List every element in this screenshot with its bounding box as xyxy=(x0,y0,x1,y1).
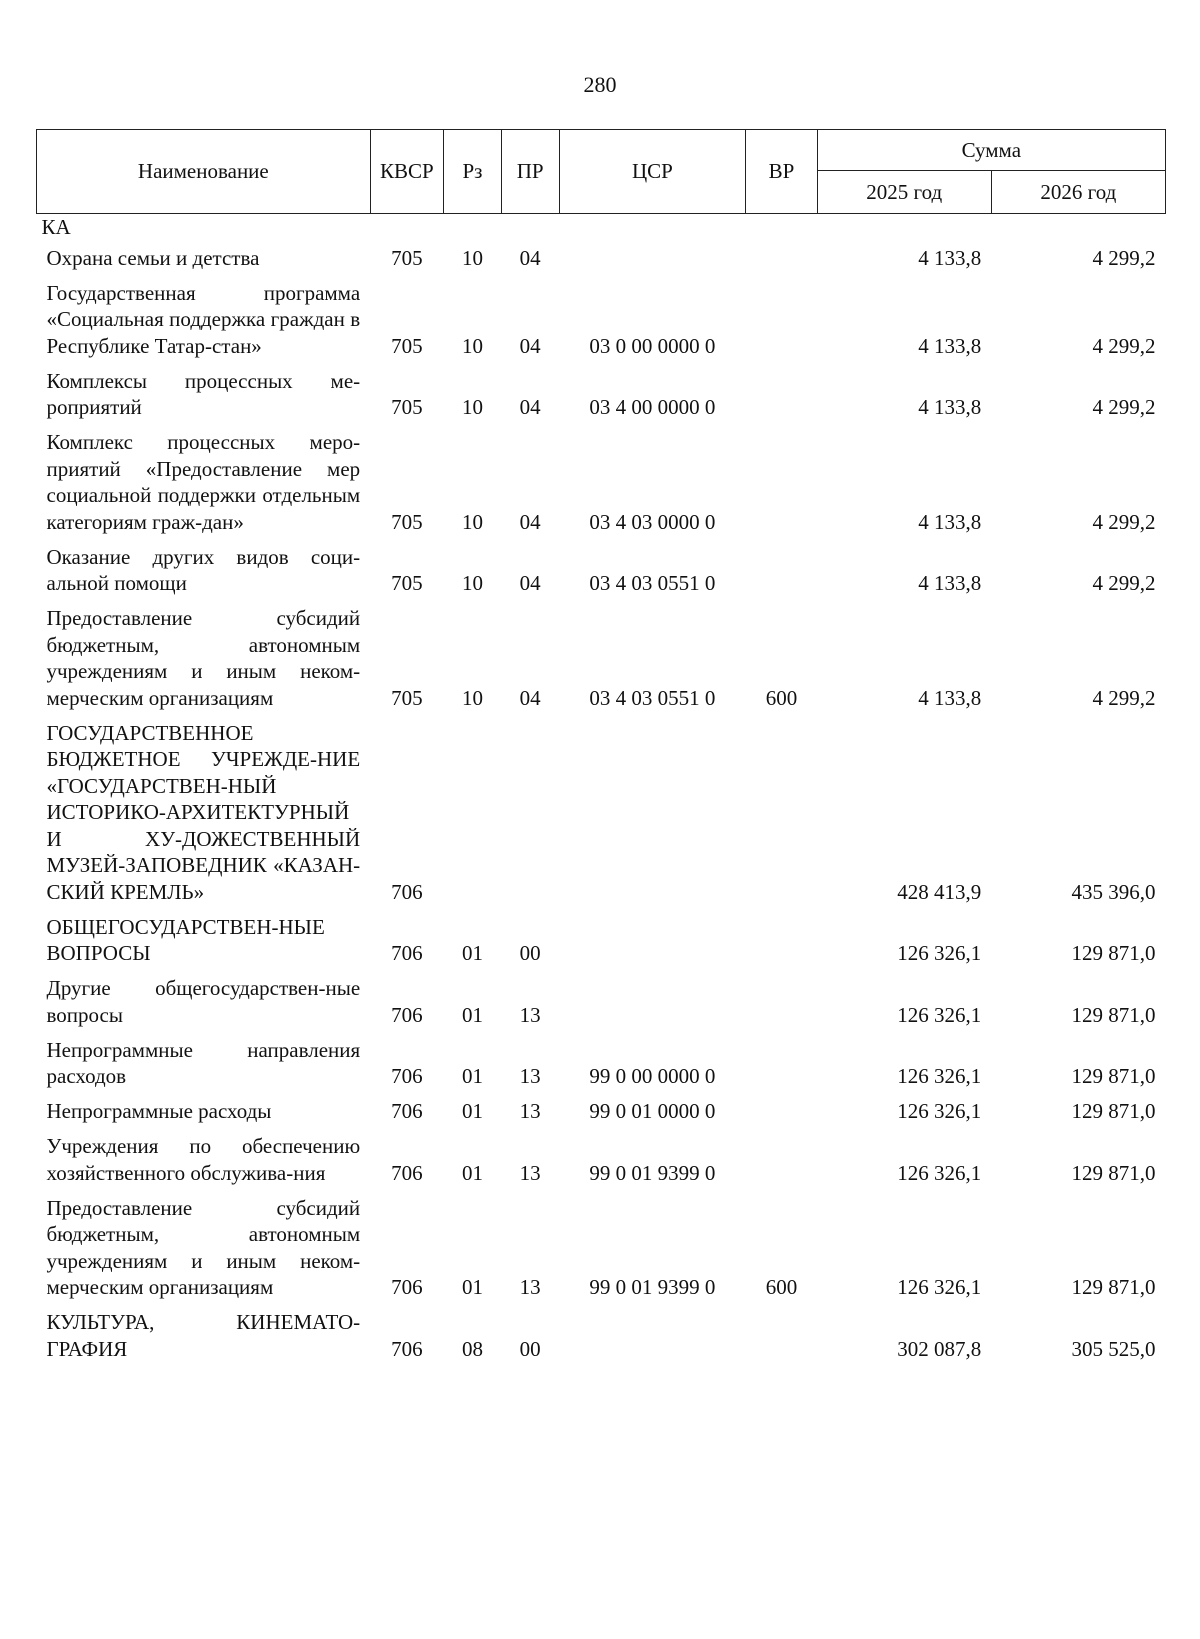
row-name: Предоставление субсидий бюджетным, автономным учреждениям и иным неком-мерческим организациям xyxy=(46,1195,361,1299)
row-kvsr xyxy=(370,214,443,241)
header-vr: ВР xyxy=(746,130,817,214)
row-rz xyxy=(444,214,502,241)
header-name: Наименование xyxy=(37,130,371,214)
row-pr: 13 xyxy=(519,1064,541,1088)
table-row xyxy=(37,539,1166,601)
row-vr xyxy=(746,275,817,363)
row-csr: 03 4 03 0551 0 xyxy=(589,685,716,710)
row-rz: 10 xyxy=(461,685,483,710)
row-csr xyxy=(559,214,746,241)
header-rz: Рз xyxy=(444,130,502,214)
row-pr: 04 xyxy=(519,245,541,270)
row-pr xyxy=(501,715,559,909)
row-csr: 99 0 01 9399 0 xyxy=(589,1275,716,1299)
table-row xyxy=(37,601,1166,716)
row-kvsr: 706 xyxy=(391,1160,423,1185)
table-row xyxy=(37,214,1166,241)
row-csr xyxy=(559,1305,746,1367)
row-vr xyxy=(746,1305,817,1367)
page-number: 280 xyxy=(583,72,617,97)
row-sum-2025: 126 326,1 xyxy=(897,1064,982,1088)
row-sum-2025: 126 326,1 xyxy=(897,941,982,965)
row-name: Оказание других видов соци-альной помощи xyxy=(46,544,361,595)
header-pr: ПР xyxy=(501,130,559,214)
row-csr xyxy=(559,971,746,1033)
row-rz: 10 xyxy=(461,245,483,270)
row-kvsr: 705 xyxy=(391,333,423,358)
row-pr: 00 xyxy=(519,1336,541,1361)
row-sum-2025: 428 413,9 xyxy=(897,879,982,904)
header-year-2025: 2025 год xyxy=(817,171,991,214)
header-csr: ЦСР xyxy=(559,130,746,214)
row-rz: 08 xyxy=(461,1336,483,1361)
row-pr: 13 xyxy=(519,1160,541,1185)
table-row xyxy=(37,1190,1166,1305)
table-row xyxy=(37,1094,1166,1129)
row-name: Комплексы процессных ме-роприятий xyxy=(46,368,361,419)
row-sum-2025: 4 133,8 xyxy=(918,333,982,358)
row-csr: 99 0 00 0000 0 xyxy=(589,1064,716,1088)
row-sum-2026: 129 871,0 xyxy=(1071,1099,1156,1123)
row-sum-2026: 4 299,2 xyxy=(1092,571,1156,595)
row-rz: 01 xyxy=(461,1275,483,1299)
row-sum-2025: 4 133,8 xyxy=(918,509,982,534)
row-rz: 10 xyxy=(461,509,483,534)
row-name: Непрограммные направления расходов xyxy=(46,1037,361,1088)
row-sum-2025: 4 133,8 xyxy=(918,395,982,419)
table-body xyxy=(37,214,1166,1367)
row-sum-2025 xyxy=(817,214,991,241)
row-sum-2026: 129 871,0 xyxy=(1071,1064,1156,1088)
row-pr: 04 xyxy=(519,509,541,534)
row-csr: 99 0 01 0000 0 xyxy=(589,1099,716,1123)
row-name: Непрограммные расходы xyxy=(46,1099,272,1123)
row-rz: 01 xyxy=(461,1002,483,1027)
row-sum-2026: 129 871,0 xyxy=(1071,1160,1156,1185)
row-kvsr: 705 xyxy=(391,245,423,270)
row-vr xyxy=(746,909,817,971)
row-rz: 10 xyxy=(461,333,483,358)
row-name: ГОСУДАРСТВЕННОЕ БЮДЖЕТНОЕ УЧРЕЖДЕ-НИЕ «ГОСУДАРСТВЕН-НЫЙ ИСТОРИКО-АРХИТЕКТУРНЫЙ И ХУ-ДОЖЕСТВЕННЫЙ МУЗЕЙ-ЗАПОВЕДНИК «КАЗАН-СКИЙ КРЕМЛЬ» xyxy=(46,720,361,904)
row-sum-2026: 4 299,2 xyxy=(1092,509,1156,534)
table-header xyxy=(37,130,1166,214)
row-kvsr: 705 xyxy=(391,571,423,595)
row-sum-2026: 4 299,2 xyxy=(1092,685,1156,710)
row-sum-2025: 126 326,1 xyxy=(897,1099,982,1123)
row-sum-2025: 302 087,8 xyxy=(897,1336,982,1361)
table-row xyxy=(37,1032,1166,1094)
row-csr: 03 4 03 0551 0 xyxy=(589,571,716,595)
row-pr: 04 xyxy=(519,395,541,419)
row-sum-2025: 126 326,1 xyxy=(897,1160,982,1185)
table-row xyxy=(37,275,1166,363)
row-vr xyxy=(746,214,817,241)
row-vr xyxy=(746,971,817,1033)
table-row xyxy=(37,241,1166,276)
row-vr xyxy=(746,715,817,909)
header-sum: Сумма xyxy=(817,130,1165,171)
row-vr xyxy=(746,241,817,276)
row-pr: 04 xyxy=(519,685,541,710)
row-sum-2025: 4 133,8 xyxy=(918,685,982,710)
row-kvsr: 706 xyxy=(391,1002,423,1027)
row-name: КА xyxy=(41,215,71,239)
header-year-2026: 2026 год xyxy=(991,171,1165,214)
row-vr xyxy=(746,539,817,601)
row-csr xyxy=(559,909,746,971)
row-rz: 01 xyxy=(461,1099,483,1123)
row-csr: 03 4 03 0000 0 xyxy=(589,509,716,534)
table-row xyxy=(37,1129,1166,1191)
budget-table xyxy=(36,129,1166,1366)
row-kvsr: 705 xyxy=(391,395,423,419)
row-sum-2026: 305 525,0 xyxy=(1071,1336,1156,1361)
row-sum-2025: 4 133,8 xyxy=(918,245,982,270)
row-name: Учреждения по обеспечению хозяйственного обслужива-ния xyxy=(46,1134,361,1185)
header-kvsr: КВСР xyxy=(370,130,443,214)
row-name: Предоставление субсидий бюджетным, автономным учреждениям и иным неком-мерческим организациям xyxy=(46,606,361,710)
table-row xyxy=(37,909,1166,971)
row-kvsr: 706 xyxy=(391,879,423,904)
row-kvsr: 706 xyxy=(391,1099,423,1123)
row-pr: 04 xyxy=(519,333,541,358)
row-vr: 600 xyxy=(765,1275,798,1299)
table-row xyxy=(37,363,1166,425)
row-kvsr: 705 xyxy=(391,685,423,710)
row-rz: 01 xyxy=(461,1064,483,1088)
row-csr: 99 0 01 9399 0 xyxy=(589,1160,716,1185)
row-sum-2026 xyxy=(991,214,1165,241)
row-csr xyxy=(559,241,746,276)
row-kvsr: 706 xyxy=(391,1064,423,1088)
row-sum-2026: 4 299,2 xyxy=(1092,395,1156,419)
table-row xyxy=(37,971,1166,1033)
row-rz: 10 xyxy=(461,571,483,595)
row-pr: 13 xyxy=(519,1275,541,1299)
row-vr xyxy=(746,1032,817,1094)
table-row xyxy=(37,715,1166,909)
row-name: Комплекс процессных меро-приятий «Предоставление мер социальной поддержки отдельным категориям граж-дан» xyxy=(46,430,361,534)
table-row xyxy=(37,1305,1166,1367)
row-pr: 13 xyxy=(519,1002,541,1027)
table-row xyxy=(37,425,1166,540)
row-name: ОБЩЕГОСУДАРСТВЕН-НЫЕ ВОПРОСЫ xyxy=(46,914,325,965)
row-name: Охрана семьи и детства xyxy=(46,245,260,270)
row-sum-2026: 4 299,2 xyxy=(1092,333,1156,358)
row-vr: 600 xyxy=(765,685,798,710)
row-sum-2026: 4 299,2 xyxy=(1092,245,1156,270)
row-pr xyxy=(501,214,559,241)
row-csr: 03 0 00 0000 0 xyxy=(589,333,716,358)
row-rz: 01 xyxy=(461,941,483,965)
row-csr: 03 4 00 0000 0 xyxy=(589,395,716,419)
row-sum-2026: 435 396,0 xyxy=(1071,879,1156,904)
row-name: Другие общегосударствен-ные вопросы xyxy=(46,976,361,1027)
row-pr: 00 xyxy=(519,941,541,965)
row-sum-2025: 126 326,1 xyxy=(897,1002,982,1027)
row-vr xyxy=(746,1094,817,1129)
row-kvsr: 706 xyxy=(391,1336,423,1361)
row-pr: 04 xyxy=(519,571,541,595)
row-name: Государственная программа «Социальная поддержка граждан в Республике Татар-стан» xyxy=(46,280,361,358)
row-vr xyxy=(746,1129,817,1191)
row-sum-2026: 129 871,0 xyxy=(1071,941,1156,965)
row-vr xyxy=(746,425,817,540)
row-sum-2025: 4 133,8 xyxy=(918,571,982,595)
row-sum-2026: 129 871,0 xyxy=(1071,1002,1156,1027)
row-name: КУЛЬТУРА, КИНЕМАТО-ГРАФИЯ xyxy=(46,1310,361,1361)
row-sum-2026: 129 871,0 xyxy=(1071,1275,1156,1299)
row-rz: 01 xyxy=(461,1160,483,1185)
row-csr xyxy=(559,715,746,909)
row-rz: 10 xyxy=(461,395,483,419)
row-kvsr: 705 xyxy=(391,509,423,534)
row-rz xyxy=(444,715,502,909)
row-kvsr: 706 xyxy=(391,1275,423,1299)
row-kvsr: 706 xyxy=(391,941,423,965)
row-sum-2025: 126 326,1 xyxy=(897,1275,982,1299)
row-pr: 13 xyxy=(519,1099,541,1123)
row-vr xyxy=(746,363,817,425)
